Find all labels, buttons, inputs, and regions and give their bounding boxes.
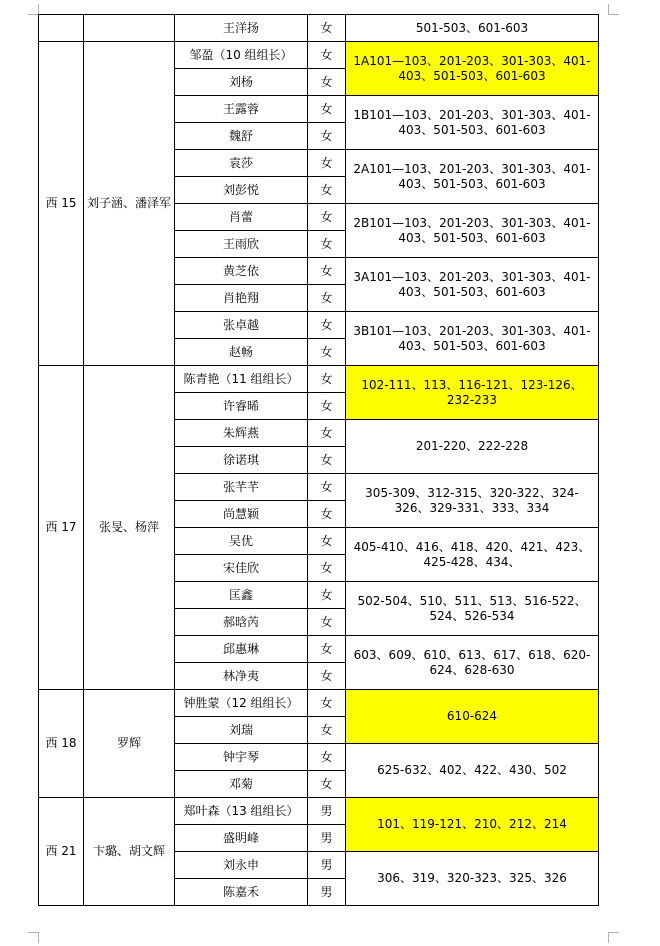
rooms-cell: 603、609、610、613、617、618、620-624、628-630 [346,636,599,690]
gender-cell: 女 [308,258,346,285]
student-name: 匡鑫 [175,582,308,609]
dorm-assignment-table [38,14,599,906]
rooms-cell: 610-624 [346,690,599,744]
table-row [39,690,599,717]
rooms-cell: 405-410、416、418、420、421、423、425-428、434、 [346,528,599,582]
teachers-cell [84,15,175,42]
gender-cell: 女 [308,150,346,177]
table-row [39,366,599,393]
gender-cell: 女 [308,393,346,420]
page-corner-mark [28,932,39,943]
page-corner-mark [608,932,619,943]
gender-cell: 女 [308,501,346,528]
rooms-cell: 102-111、113、116-121、123-126、232-233 [346,366,599,420]
building-cell: 西 21 [39,798,84,906]
student-name: 钟胜蒙（12 组组长） [175,690,308,717]
student-name: 盛明峰 [175,825,308,852]
gender-cell: 女 [308,366,346,393]
table-row [39,15,599,42]
gender-cell: 女 [308,69,346,96]
student-name: 刘杨 [175,69,308,96]
rooms-cell: 625-632、402、422、430、502 [346,744,599,798]
student-name: 刘彭悦 [175,177,308,204]
rooms-cell: 101、119-121、210、212、214 [346,798,599,852]
student-name: 黄芝依 [175,258,308,285]
building-cell: 西 18 [39,690,84,798]
gender-cell: 女 [308,123,346,150]
student-name: 魏舒 [175,123,308,150]
table-row [39,42,599,69]
student-name: 陈青艳（11 组组长） [175,366,308,393]
gender-cell: 女 [308,717,346,744]
gender-cell: 女 [308,204,346,231]
rooms-cell: 3A101—103、201-203、301-303、401-403、501-503、601-603 [346,258,599,312]
student-name: 郑叶森（13 组组长） [175,798,308,825]
gender-cell: 女 [308,636,346,663]
rooms-cell: 502-504、510、511、513、516-522、524、526-534 [346,582,599,636]
student-name: 王雨欣 [175,231,308,258]
gender-cell: 女 [308,312,346,339]
student-name: 肖蕾 [175,204,308,231]
student-name: 陈嘉禾 [175,879,308,906]
gender-cell: 女 [308,582,346,609]
gender-cell: 女 [308,42,346,69]
student-name: 吴优 [175,528,308,555]
gender-cell: 女 [308,231,346,258]
student-name: 钟宇琴 [175,744,308,771]
teachers-cell: 罗辉 [84,690,175,798]
student-name: 袁莎 [175,150,308,177]
student-name: 邓菊 [175,771,308,798]
gender-cell: 女 [308,663,346,690]
student-name: 许睿晞 [175,393,308,420]
rooms-cell: 2A101—103、201-203、301-303、401-403、501-503、601-603 [346,150,599,204]
rooms-cell: 305-309、312-315、320-322、324-326、329-331、333、334 [346,474,599,528]
building-cell [39,15,84,42]
gender-cell: 女 [308,609,346,636]
gender-cell: 男 [308,798,346,825]
student-name: 徐诺琪 [175,447,308,474]
gender-cell: 男 [308,879,346,906]
gender-cell: 女 [308,690,346,717]
gender-cell: 男 [308,852,346,879]
rooms-cell: 2B101—103、201-203、301-303、401-403、501-503、601-603 [346,204,599,258]
gender-cell: 女 [308,474,346,501]
gender-cell: 女 [308,96,346,123]
student-name: 肖艳翔 [175,285,308,312]
student-name: 刘瑞 [175,717,308,744]
rooms-cell: 306、319、320-323、325、326 [346,852,599,906]
gender-cell: 女 [308,285,346,312]
teachers-cell: 刘子涵、潘泽军 [84,42,175,366]
gender-cell: 女 [308,447,346,474]
teachers-cell: 卞璐、胡文辉 [84,798,175,906]
student-name: 张卓越 [175,312,308,339]
student-name: 赵畅 [175,339,308,366]
student-name: 郝晗芮 [175,609,308,636]
student-name: 王洋扬 [175,15,308,42]
table-row [39,798,599,825]
student-name: 邹盈（10 组组长） [175,42,308,69]
student-name: 张芊芊 [175,474,308,501]
gender-cell: 女 [308,339,346,366]
gender-cell: 女 [308,15,346,42]
gender-cell: 女 [308,555,346,582]
page-corner-mark [608,4,619,15]
teachers-cell: 张旻、杨萍 [84,366,175,690]
rooms-cell: 1B101—103、201-203、301-303、401-403、501-503、601-603 [346,96,599,150]
building-cell: 西 15 [39,42,84,366]
student-name: 尚慧颖 [175,501,308,528]
rooms-cell: 1A101—103、201-203、301-303、401-403、501-503、601-603 [346,42,599,96]
rooms-cell: 501-503、601-603 [346,15,599,42]
student-name: 宋佳欣 [175,555,308,582]
student-name: 林净夷 [175,663,308,690]
student-name: 刘永申 [175,852,308,879]
gender-cell: 女 [308,744,346,771]
rooms-cell: 3B101—103、201-203、301-303、401-403、501-503、601-603 [346,312,599,366]
student-name: 朱辉燕 [175,420,308,447]
gender-cell: 女 [308,420,346,447]
gender-cell: 女 [308,771,346,798]
student-name: 邱惠琳 [175,636,308,663]
student-name: 王露蓉 [175,96,308,123]
gender-cell: 女 [308,177,346,204]
gender-cell: 男 [308,825,346,852]
building-cell: 西 17 [39,366,84,690]
rooms-cell: 201-220、222-228 [346,420,599,474]
gender-cell: 女 [308,528,346,555]
